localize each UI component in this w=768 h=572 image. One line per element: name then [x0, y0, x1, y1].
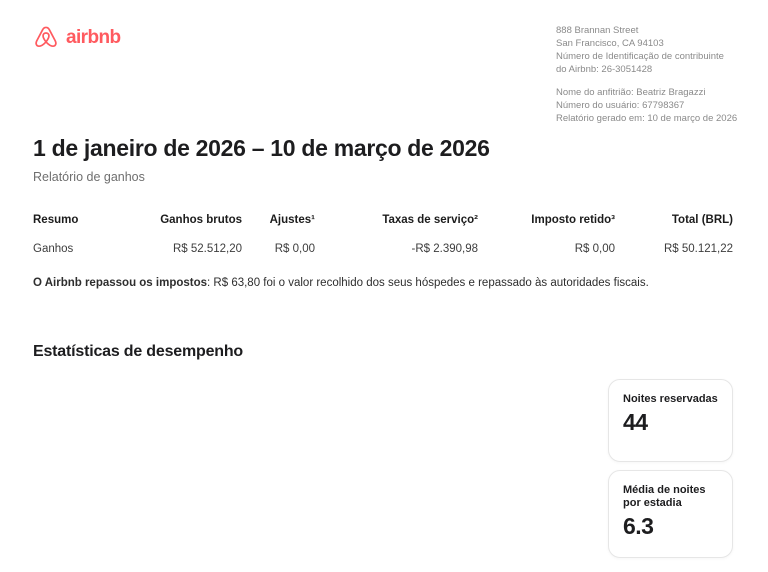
column-header-ajustes: Ajustes¹	[269, 214, 315, 226]
table-row-ganhos	[33, 243, 733, 255]
stat-card-noites-reservadas	[608, 379, 733, 462]
stat-card-value: 44	[623, 409, 648, 435]
company-info-line: do Airbnb: 26-3051428	[556, 64, 653, 75]
report-title: 1 de janeiro de 2026 – 10 de março de 2026	[33, 135, 490, 161]
cell-ajustes: R$ 0,00	[274, 243, 315, 255]
stat-card-media-noites-estadia	[608, 470, 733, 558]
column-header-ganhos-brutos: Ganhos brutos	[160, 214, 242, 226]
stats-cards	[608, 379, 733, 558]
column-header-resumo: Resumo	[33, 214, 79, 226]
cell-ganhos-brutos: R$ 52.512,20	[172, 243, 242, 255]
airbnb-logo	[33, 25, 120, 51]
host-info-line: Relatório gerado em: 10 de março de 2026	[556, 113, 738, 124]
report-subtitle: Relatório de ganhos	[33, 170, 145, 184]
stat-card-label: Média de noites por estadia	[623, 484, 706, 509]
column-header-taxas-servico: Taxas de serviço²	[382, 214, 478, 226]
tax-note-rest: : R$ 63,80 foi o valor recolhido dos seus hóspedes e repassado às autoridades fiscais.	[207, 277, 649, 289]
airbnb-wordmark: airbnb	[66, 27, 121, 48]
tax-note-bold: O Airbnb repassou os impostos	[33, 277, 208, 289]
earnings-table	[33, 214, 733, 255]
tax-note	[33, 277, 743, 289]
host-info-line: Número do usuário: 67798367	[556, 100, 685, 111]
host-info	[556, 86, 756, 125]
column-header-total-brl: Total (BRL)	[671, 214, 733, 226]
cell-imposto-retido: R$ 0,00	[574, 243, 615, 255]
company-info-line: San Francisco, CA 94103	[556, 38, 664, 49]
stat-card-value: 6.3	[623, 513, 654, 539]
earnings-table-header-row	[33, 214, 733, 243]
company-info-line: Número de Identificação de contribuinte	[556, 51, 724, 62]
company-info	[556, 24, 756, 76]
host-info-line: Nome do anfitrião: Beatriz Bragazzi	[556, 87, 706, 98]
cell-total-brl: R$ 50.121,22	[663, 243, 733, 255]
airbnb-belo-icon	[33, 25, 59, 51]
stat-card-label: Noites reservadas	[623, 393, 718, 405]
stats-section-title: Estatísticas de desempenho	[33, 343, 243, 360]
cell-taxas-servico: -R$ 2.390,98	[411, 243, 478, 255]
company-info-line: 888 Brannan Street	[556, 25, 639, 36]
cell-resumo: Ganhos	[33, 243, 74, 255]
column-header-imposto-retido: Imposto retido³	[531, 214, 615, 226]
